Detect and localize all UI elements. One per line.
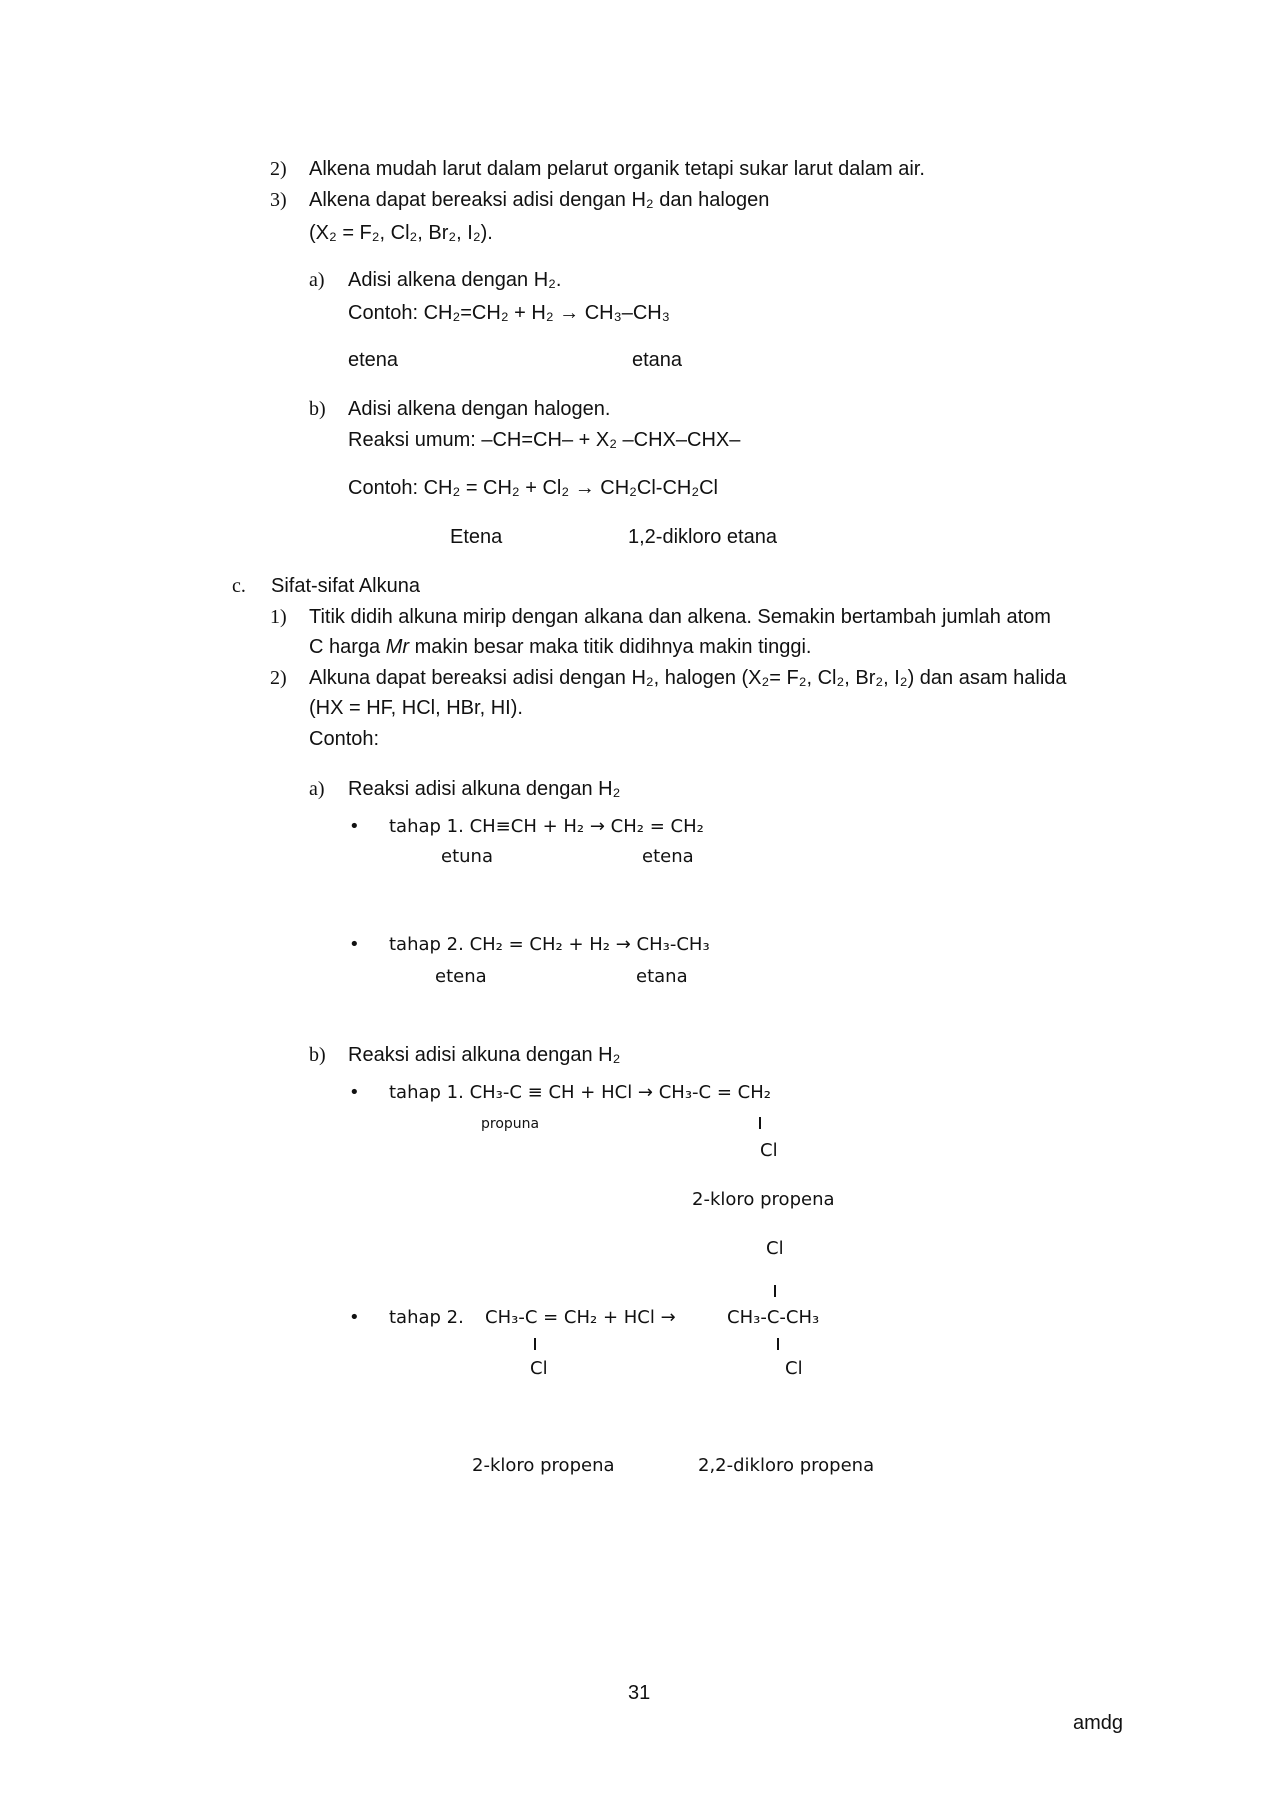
reaction-equation: tahap 1. CH₃-C ≡ CH + HCl → CH₃-C = CH₂ — [389, 1082, 771, 1103]
product-formula: CH₃-C-CH₃ — [727, 1307, 820, 1328]
compound-name: etena — [435, 966, 487, 987]
bond-line — [774, 1285, 776, 1297]
compound-name: 1,2-dikloro etana — [628, 526, 777, 548]
paragraph — [309, 635, 811, 659]
list-number: 2) — [270, 667, 287, 689]
paragraph: Alkuna dapat bereaksi adisi dengan H₂, halogen (X₂= F₂, Cl₂, Br₂, I₂) dan asam halida — [309, 667, 1067, 689]
paragraph: (X₂ = F₂, Cl₂, Br₂, I₂). — [309, 222, 493, 244]
page-number: 31 — [628, 1682, 651, 1704]
paragraph: (HX = HF, HCl, HBr, HI). — [309, 697, 523, 719]
sublist-title: Reaksi adisi alkuna dengan H₂ — [348, 778, 621, 800]
reaction-equation: tahap 1. CH≡CH + H₂ → CH₂ = CH₂ — [389, 816, 704, 837]
sublist-label: a) — [309, 269, 325, 291]
compound-name: propuna — [481, 1116, 540, 1132]
bullet: • — [349, 934, 360, 955]
step-label: tahap 2. — [389, 1307, 464, 1328]
bullet: • — [349, 816, 360, 837]
substituent: Cl — [766, 1238, 784, 1259]
compound-name: etana — [636, 966, 688, 987]
footer-mark: amdg — [1073, 1712, 1124, 1734]
paragraph: Contoh: — [309, 728, 380, 750]
text: makin besar maka titik didihnya makin tinggi. — [409, 636, 812, 658]
compound-name: Etena — [450, 526, 503, 548]
sublist-label: a) — [309, 778, 325, 800]
substituent: Cl — [530, 1358, 548, 1379]
sublist-title: Adisi alkena dengan halogen. — [348, 398, 611, 420]
reaction-equation: tahap 2. CH₂ = CH₂ + H₂ → CH₃-CH₃ — [389, 934, 710, 955]
bullet: • — [349, 1307, 360, 1328]
compound-name: etena — [348, 349, 399, 371]
list-number: 3) — [270, 189, 287, 211]
sublist-label: b) — [309, 398, 326, 420]
compound-name: etana — [632, 349, 683, 371]
bond-line — [777, 1338, 779, 1350]
paragraph: Titik didih alkuna mirip dengan alkana dan alkena. Semakin bertambah jumlah atom — [309, 606, 1051, 628]
sublist-label: b) — [309, 1044, 326, 1066]
compound-name: 2-kloro propena — [692, 1189, 835, 1210]
bond-line — [534, 1338, 536, 1350]
list-number: 2) — [270, 158, 287, 180]
compound-name: etena — [642, 846, 694, 867]
section-title: Sifat-sifat Alkuna — [271, 575, 420, 597]
mr-symbol: Mr — [385, 636, 410, 658]
reaction-equation: Contoh: CH₂=CH₂ + H₂ → CH₃–CH₃ — [348, 302, 670, 324]
paragraph: Alkena dapat bereaksi adisi dengan H₂ dan halogen — [309, 189, 770, 211]
compound-name: 2-kloro propena — [472, 1455, 615, 1476]
compound-name: 2,2-dikloro propena — [698, 1455, 875, 1476]
bond-line — [759, 1117, 761, 1129]
substituent: Cl — [760, 1140, 778, 1161]
list-number: 1) — [270, 606, 287, 628]
paragraph: Alkena mudah larut dalam pelarut organik tetapi sukar larut dalam air. — [309, 158, 925, 180]
reaction-equation: CH₃-C = CH₂ + HCl → — [485, 1307, 676, 1328]
compound-name: etuna — [441, 846, 493, 867]
text: C harga — [309, 636, 386, 658]
reaction-equation: Contoh: CH₂ = CH₂ + Cl₂ → CH₂Cl-CH₂Cl — [348, 477, 718, 499]
sublist-title: Adisi alkena dengan H₂. — [348, 269, 562, 291]
section-label: c. — [232, 575, 246, 597]
reaction-equation: Reaksi umum: –CH=CH– + X₂ –CHX–CHX– — [348, 429, 741, 451]
bullet: • — [349, 1082, 360, 1103]
substituent: Cl — [785, 1358, 803, 1379]
sublist-title: Reaksi adisi alkuna dengan H₂ — [348, 1044, 621, 1066]
